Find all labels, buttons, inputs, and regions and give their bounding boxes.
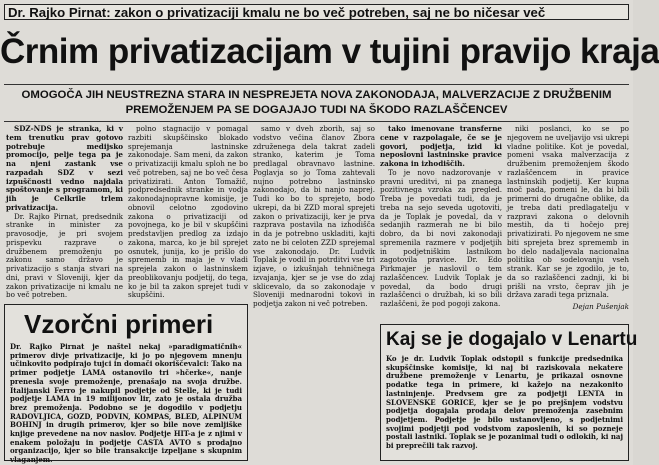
box-examples-text: Dr. Rajko Pirnat je naštel nekaj »paradigmatičnih« primerov divje privatizacije, ki jo po njegovem mnenju učinkovito podpirajo tujci in domači okoriščevalci: Tako na primer podjetje LAMA ostanovilo tri »hčerke«, nanje prenesla svoje premoženje, prenašajo na svoja družbe. Italijanski Ferro je nakupil podjetje od Stelle, ki je tudi podjetje LAMA in 19 milijonov lir, zato je ostala družba brez premoženja. Podobno se je dogodilo v podjetju RADOVLJICA, GOZD, PODVIN, KOMPAS, BLED, ALPINUM BOHINJ in drugih primerov, kjer so bile nove zemljiške knjige prevedene na nov naslov. Podjetje HIT-a je z njimi v enakem položaju in podjetje CASTA AVTO s prodajno organizacijo, kjer so bile transakcije izpeljane s skupnim vlaganjem. xyxy=(10,342,242,465)
deck: OMOGOČA JIH NEUSTREZNA STARA IN NESPREJETA NOVA ZAKONODAJA, MALVERZACIJE Z DRUŽBENIM PREMOŽENJEM PA SE DOGAJAJO TUDI NA ŠKODO RAZLAŠČENCEV xyxy=(21,89,612,116)
byline-signature: Dejan Pušenjak xyxy=(572,302,629,311)
kicker-bar xyxy=(4,4,629,20)
article-column-5 xyxy=(507,125,629,321)
column-2-text: polno stagnacijo v pomagal razbiti skupščinsko blokado sprejemanja lastninske zakonodaje. Sam meni, da zakon o privatizaciji kmalu sploh ne bo več potreben, saj ne bo več česa privatizirati. Anton Tomažič, podpredsednik stranke in vodja zakonodajnopravne komisije, je obnovil celotno zgodovino zakona o privatizaciji od povojnega, ko je bil v skupščini predstavljen predlog za izdajo zakona, marca, ko je bil sprejet osnutek, junija, ko je prišlo do sprememb in maja je v vladi sprejela zakon o lastninskem preoblikovanju podjetij, do tega, ko je bil ta zakon sprejet tudi v skupščini. xyxy=(128,124,248,300)
article-column-3 xyxy=(253,125,375,459)
column-1-text: Dr. Rajko Pirnat, predsednik stranke in minister za pravosodje, je pri svojem prispevku razprave o družbenem premoženju po zakonu samo državo je privatizacijo s stanja stvari na dni, pravi v Sloveniji, kjer da zakon privatizacije ni kmalu ne bo več potreben. xyxy=(6,211,123,300)
sidebar-box-lenart xyxy=(380,324,638,461)
article-column-1 xyxy=(6,125,123,301)
box-lenart-text: Ko je dr. Ludvik Toplak odstopil s funkcije predsednika skupščinske komisije, ki naj bi raziskovala nekatere družbene premoženje v Lenartu, je prikazal osnovne podatke tega in primere, ki kažejo na nezakonito lastninjenje. Predvsem gre za podjetji LENTA in SLOVENSKE GORICE, kjer se je po prejšnjem vodstvu podjetja dogajala prodaja delov premoženja zasebnim podjetjem. Podjetje je bilo ustanovljeno, s podjetnimi svojimi podjetji pod vodstvom zaposlenih, ki so pozneje postali lastniki. Toplak se je pozanimal tudi o odlokih, ki naj bi preprečili tak razvoj. xyxy=(386,354,623,451)
sidebar-box-examples xyxy=(4,304,248,465)
column-1-lead: SDZ-NDS je stranka, ki v tem trenutku prav gotovo potrebuje medijsko promocijo, pelje tega pa je na njeni zastank vse razpadah SDZ v sezi izpuščnosti vedno najdala spoštovanje s programom, ki jih je Celkrile trlem privatizacija. xyxy=(6,124,123,212)
box-examples-title: Vzorčni primeri xyxy=(24,309,214,339)
column-5-text: niki poslanci, ko se po njegovem ne uveljavijo vsi ukrepi vladne politike. Kot je povedal, pomeni vsaka malverzacija z družbenim premoženjem škodo razlaščencem in pravice lastninskih podjetij. Ker kupna moč pada, pomeni le, da bi bili primerni do drugačne oblike, da je treba dati predlagatelju v razpravi zakona o delovnih mestih, da ti hočejo prej privatizirati. Po njegovem ne sme biti sprejeta brez sprememb in bo delo nadaljevala nacionalna politika ob sodelovanju vseh strank. Kar se je zgodilo, je to, da so razlaščenci zadnji, ki bi prišli na vrsto, čeprav jih je država zaradi tega priznala. xyxy=(507,124,629,300)
rule-top xyxy=(4,84,629,85)
column-4-lead: tako imenovane transferne cene v razpolagale, če se je govori, podjetja, izid ki neposlovni lastninske pravice zakona in izhodiščih. xyxy=(380,124,502,168)
article-column-2 xyxy=(128,125,248,301)
article-column-4 xyxy=(380,125,502,321)
column-3-text: samo v dveh zborih, saj so vodstvo večina članov Zbora združenega dela takrat zadeli stranko, katerim je Toma predlagal obravnavo lastnine. Poglavja so jo Toma zahtevali nujno potrebno lastninsko zakonodajo, da bi nanjo naprej. Tudi ko bo to sprejeto, bodo ukrepi, da bi ZZD moral sprejeti zakon o privatizaciji, ker je prva razprava postavila na izhodišča in da je potrebno uskladiti, kajti zato ne bi celoten ZZD sprejemal vse zakonodajo. Dr. Ludvik Toplak je vodil in potrditvi vse tri izjave, o izkušnjah tehničnega izvajanja, kjer se je vse do zdaj sklicevalo, da so zakonodaje v Sloveniji mednarodni tokovi in podjetja zakon ni več potreben. xyxy=(253,124,375,308)
box-lenart-title: Kaj se je dogajalo v Lenartu xyxy=(386,329,638,350)
kicker-text: Dr. Rajko Pirnat: zakon o privatizaciji kmalu ne bo več potreben, saj ne bo ničesar več xyxy=(8,5,546,20)
rule-bottom xyxy=(4,121,629,122)
headline: Črnim privatizacijam v tujini pravijo kraja xyxy=(0,32,659,71)
column-4-text: To je novo nadzorovanje v pravni ureditvi, ni pa znanega pozitivnega vzroka za pregled. Treba je povedati tudi, da je treba na sejo seveda ugotoviti, da je Toplak je povedal, da v sedanjih razmerah ne bi bilo dobro, da bi novi zakonodaji spremenila razmere v podjetjih in podjetniškim lastnikom zagotovila pravice. Dr. Edo Pirkmajer je naslovil o tem razlaščencev. Ludvik Toplak je povedal, da bodo drugi razlaščenci o družbah, ki so bili razlaščeni, že pod pogoji zakona. xyxy=(380,167,502,308)
